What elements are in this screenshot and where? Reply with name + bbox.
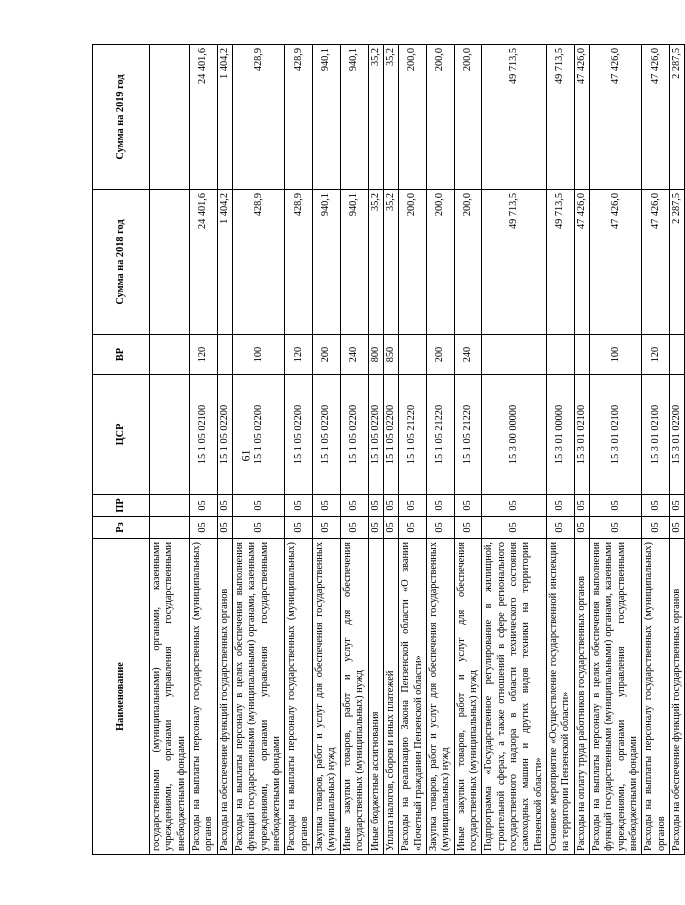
cell-name: Иные бюджетные ассигнования <box>368 539 383 855</box>
cell-name: Расходы на выплаты персоналу государственных (муниципальных) органов <box>642 539 670 855</box>
cell-pr: 05 <box>368 495 383 517</box>
cell-vr: 100 <box>233 335 285 375</box>
header-vr: ВР <box>93 335 150 375</box>
cell-vr: 200 <box>426 335 454 375</box>
cell-pr: 05 <box>670 495 685 517</box>
cell-vr <box>574 335 589 375</box>
table-row <box>190 45 218 855</box>
cell-name: Расходы на реализацию Закона Пензенской области «О звании «Почетный гражданин Пензенской области» <box>399 539 427 855</box>
cell-csr <box>150 375 190 495</box>
cell-vr: 120 <box>285 335 313 375</box>
cell-sum-2019: 200,0 <box>399 45 427 190</box>
table-row <box>454 45 482 855</box>
cell-csr: 15 3 01 02100 <box>642 375 670 495</box>
table-header-row <box>93 45 150 855</box>
cell-rz: 05 <box>313 517 341 539</box>
cell-name: Иные закупки товаров, работ и услуг для обеспечения государственных (муниципальных) нужд <box>340 539 368 855</box>
cell-name: Расходы на выплаты персоналу государственных (муниципальных) органов <box>285 539 313 855</box>
cell-sum-2019: 1 404,2 <box>217 45 232 190</box>
cell-vr <box>482 335 547 375</box>
cell-sum-2018: 35,2 <box>368 190 383 335</box>
table-row <box>642 45 670 855</box>
cell-pr: 05 <box>383 495 398 517</box>
cell-sum-2019: 200,0 <box>426 45 454 190</box>
cell-name: Расходы на выплаты персоналу в целях обеспечения выполнения функций государственными (муниципальными) органами, казенными учреждениями, органами управления государственными внебюджетными фондами <box>590 539 642 855</box>
page-number: 61 <box>238 449 253 462</box>
cell-csr: 15 3 01 02100 <box>590 375 642 495</box>
table-row <box>383 45 398 855</box>
cell-sum-2019: 35,2 <box>368 45 383 190</box>
cell-vr: 240 <box>340 335 368 375</box>
table-row <box>670 45 685 855</box>
cell-csr: 15 1 05 02200 <box>383 375 398 495</box>
cell-sum-2019: 49 713,5 <box>482 45 547 190</box>
cell-sum-2019: 940,1 <box>313 45 341 190</box>
cell-sum-2019: 47 426,0 <box>642 45 670 190</box>
cell-sum-2018: 35,2 <box>383 190 398 335</box>
cell-pr: 05 <box>590 495 642 517</box>
cell-sum-2019 <box>150 45 190 190</box>
table-row <box>574 45 589 855</box>
cell-sum-2018: 47 426,0 <box>574 190 589 335</box>
cell-pr: 05 <box>313 495 341 517</box>
cell-pr: 05 <box>190 495 218 517</box>
header-rz: Рз <box>93 517 150 539</box>
cell-pr: 05 <box>546 495 574 517</box>
header-sum-2019: Сумма на 2019 год <box>93 45 150 190</box>
cell-rz: 05 <box>233 517 285 539</box>
cell-name: Расходы на оплату труда работников государственных органов <box>574 539 589 855</box>
cell-sum-2018: 200,0 <box>399 190 427 335</box>
cell-name: Расходы на обеспечение функций государственных органов <box>670 539 685 855</box>
cell-name: государственными (муниципальными) органами, казенными учреждениями, органами управления государственными внебюджетными фондами <box>150 539 190 855</box>
cell-pr: 05 <box>285 495 313 517</box>
table-row <box>368 45 383 855</box>
cell-pr: 05 <box>426 495 454 517</box>
cell-rz: 05 <box>574 517 589 539</box>
header-csr: ЦСР <box>93 375 150 495</box>
cell-csr: 15 1 05 02200 <box>285 375 313 495</box>
cell-sum-2018: 49 713,5 <box>546 190 574 335</box>
cell-vr <box>150 335 190 375</box>
cell-rz: 05 <box>426 517 454 539</box>
table-row <box>285 45 313 855</box>
cell-rz: 05 <box>454 517 482 539</box>
table-body <box>150 45 685 855</box>
cell-rz: 05 <box>670 517 685 539</box>
cell-rz: 05 <box>590 517 642 539</box>
cell-sum-2018: 2 287,5 <box>670 190 685 335</box>
cell-vr <box>670 335 685 375</box>
cell-sum-2019: 47 426,0 <box>590 45 642 190</box>
cell-name: Подпрограмма «Государственное регулирование в жилищной, строительной сферах, а также отношений в сфере регионального государственного надзора в области технического состояния самоходных машин и других видов техники на территории Пензенской области» <box>482 539 547 855</box>
cell-vr <box>217 335 232 375</box>
cell-name: Закупка товаров, работ и услуг для обеспечения государственных (муниципальных) нужд <box>426 539 454 855</box>
cell-name: Расходы на обеспечение функций государственных органов <box>217 539 232 855</box>
table-row <box>313 45 341 855</box>
cell-csr: 15 3 01 02200 <box>670 375 685 495</box>
table-row <box>426 45 454 855</box>
cell-csr: 15 1 05 02200 <box>368 375 383 495</box>
cell-vr: 200 <box>313 335 341 375</box>
cell-csr: 15 3 01 02100 <box>574 375 589 495</box>
cell-csr: 15 1 05 21220 <box>454 375 482 495</box>
cell-vr: 800 <box>368 335 383 375</box>
cell-name: Основное мероприятие «Осуществление государственной инспекции на территории Пензенской области» <box>546 539 574 855</box>
cell-rz: 05 <box>642 517 670 539</box>
header-sum-2018: Сумма на 2018 год <box>93 190 150 335</box>
cell-sum-2019: 940,1 <box>340 45 368 190</box>
cell-pr <box>150 495 190 517</box>
cell-pr: 05 <box>454 495 482 517</box>
cell-name: Иные закупки товаров, работ и услуг для обеспечения государственных (муниципальных) нужд <box>454 539 482 855</box>
cell-sum-2019: 24 401,6 <box>190 45 218 190</box>
cell-rz: 05 <box>482 517 547 539</box>
table-row <box>399 45 427 855</box>
cell-name: Расходы на выплаты персоналу в целях обеспечения выполнения функций государственными (муниципальными) органами, казенными учреждениями, органами управления государственными внебюджетными фондами <box>233 539 285 855</box>
cell-sum-2018: 49 713,5 <box>482 190 547 335</box>
budget-table <box>92 44 685 855</box>
cell-sum-2019: 47 426,0 <box>574 45 589 190</box>
cell-csr: 15 1 05 21220 <box>399 375 427 495</box>
cell-rz <box>150 517 190 539</box>
cell-csr: 15 1 05 02100 <box>190 375 218 495</box>
rotated-page <box>92 45 683 855</box>
cell-csr: 15 1 05 02200 <box>313 375 341 495</box>
table-row <box>217 45 232 855</box>
cell-sum-2018: 200,0 <box>454 190 482 335</box>
cell-csr: 15 3 00 00000 <box>482 375 547 495</box>
cell-name: Уплата налогов, сборов и иных платежей <box>383 539 398 855</box>
cell-csr: 15 3 01 00000 <box>546 375 574 495</box>
cell-name: Расходы на выплаты персоналу государственных (муниципальных) органов <box>190 539 218 855</box>
cell-sum-2019: 2 287,5 <box>670 45 685 190</box>
cell-sum-2018: 1 404,2 <box>217 190 232 335</box>
cell-csr: 15 1 05 21220 <box>426 375 454 495</box>
table-row <box>482 45 547 855</box>
cell-vr <box>546 335 574 375</box>
cell-rz: 05 <box>383 517 398 539</box>
cell-vr: 100 <box>590 335 642 375</box>
cell-sum-2018: 940,1 <box>313 190 341 335</box>
cell-csr: 15 1 05 02200 <box>217 375 232 495</box>
cell-rz: 05 <box>217 517 232 539</box>
table-row <box>233 45 285 855</box>
cell-vr: 120 <box>642 335 670 375</box>
cell-vr: 240 <box>454 335 482 375</box>
cell-rz: 05 <box>340 517 368 539</box>
cell-rz: 05 <box>190 517 218 539</box>
cell-pr: 05 <box>642 495 670 517</box>
cell-vr <box>399 335 427 375</box>
cell-sum-2018: 940,1 <box>340 190 368 335</box>
header-pr: ПР <box>93 495 150 517</box>
cell-sum-2018: 200,0 <box>426 190 454 335</box>
cell-sum-2019: 49 713,5 <box>546 45 574 190</box>
cell-sum-2019: 428,9 <box>285 45 313 190</box>
cell-pr: 05 <box>233 495 285 517</box>
cell-sum-2018: 428,9 <box>285 190 313 335</box>
cell-pr: 05 <box>399 495 427 517</box>
cell-pr: 05 <box>340 495 368 517</box>
cell-rz: 05 <box>546 517 574 539</box>
cell-pr: 05 <box>482 495 547 517</box>
cell-sum-2019: 428,9 <box>233 45 285 190</box>
cell-vr: 120 <box>190 335 218 375</box>
cell-csr: 15 1 05 02200 <box>340 375 368 495</box>
cell-sum-2018: 47 426,0 <box>590 190 642 335</box>
table-row <box>546 45 574 855</box>
cell-name: Закупка товаров, работ и услуг для обеспечения государственных (муниципальных) нужд <box>313 539 341 855</box>
header-name: Наименование <box>93 539 150 855</box>
cell-rz: 05 <box>285 517 313 539</box>
cell-rz: 05 <box>399 517 427 539</box>
cell-sum-2018: 47 426,0 <box>642 190 670 335</box>
cell-sum-2019: 35,2 <box>383 45 398 190</box>
table-row <box>150 45 190 855</box>
cell-sum-2018: 24 401,6 <box>190 190 218 335</box>
table-row <box>590 45 642 855</box>
cell-pr: 05 <box>217 495 232 517</box>
cell-csr: 15 1 05 02200 <box>233 375 285 495</box>
cell-sum-2019: 200,0 <box>454 45 482 190</box>
cell-sum-2018 <box>150 190 190 335</box>
table-row <box>340 45 368 855</box>
cell-vr: 850 <box>383 335 398 375</box>
cell-pr: 05 <box>574 495 589 517</box>
cell-rz: 05 <box>368 517 383 539</box>
cell-sum-2018: 428,9 <box>233 190 285 335</box>
